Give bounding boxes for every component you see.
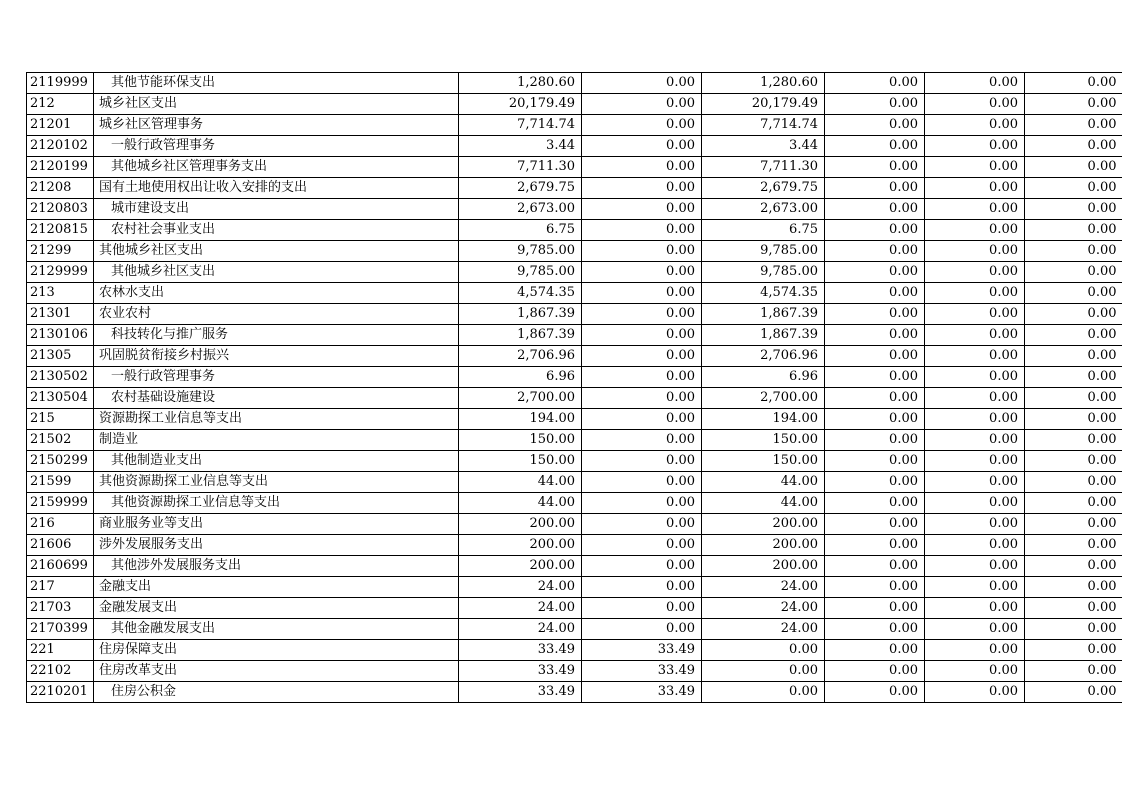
amount-cell: 0.00 — [925, 682, 1025, 703]
subject-name-cell: 一般行政管理事务 — [94, 367, 459, 388]
subject-code-cell: 2120815 — [27, 220, 94, 241]
amount-cell: 0.00 — [1025, 493, 1122, 514]
amount-cell: 0.00 — [582, 115, 702, 136]
table-row — [27, 640, 1122, 661]
amount-cell: 0.00 — [925, 94, 1025, 115]
subject-name-cell: 农村基础设施建设 — [94, 388, 459, 409]
budget-table — [26, 72, 1122, 703]
table-row — [27, 493, 1122, 514]
amount-cell: 0.00 — [925, 430, 1025, 451]
amount-cell: 24.00 — [459, 619, 582, 640]
table-row — [27, 73, 1122, 94]
amount-cell: 24.00 — [702, 598, 825, 619]
amount-cell: 0.00 — [582, 388, 702, 409]
amount-cell: 0.00 — [582, 556, 702, 577]
amount-cell: 0.00 — [925, 178, 1025, 199]
amount-cell: 0.00 — [582, 346, 702, 367]
amount-cell: 33.49 — [459, 682, 582, 703]
subject-code-cell: 2120803 — [27, 199, 94, 220]
amount-cell: 0.00 — [1025, 220, 1122, 241]
amount-cell: 0.00 — [582, 514, 702, 535]
amount-cell: 0.00 — [925, 157, 1025, 178]
amount-cell: 33.49 — [459, 661, 582, 682]
amount-cell: 0.00 — [1025, 682, 1122, 703]
amount-cell: 0.00 — [582, 535, 702, 556]
amount-cell: 0.00 — [825, 661, 925, 682]
amount-cell: 0.00 — [1025, 430, 1122, 451]
amount-cell: 0.00 — [825, 94, 925, 115]
amount-cell: 0.00 — [925, 199, 1025, 220]
subject-name-cell: 城市建设支出 — [94, 199, 459, 220]
amount-cell: 0.00 — [925, 262, 1025, 283]
amount-cell: 200.00 — [459, 556, 582, 577]
amount-cell: 20,179.49 — [702, 94, 825, 115]
amount-cell: 0.00 — [825, 514, 925, 535]
amount-cell: 0.00 — [825, 73, 925, 94]
amount-cell: 6.75 — [459, 220, 582, 241]
subject-code-cell: 22102 — [27, 661, 94, 682]
amount-cell: 24.00 — [459, 598, 582, 619]
amount-cell: 0.00 — [582, 619, 702, 640]
amount-cell: 150.00 — [459, 451, 582, 472]
amount-cell: 0.00 — [925, 535, 1025, 556]
subject-name-cell: 农林水支出 — [94, 283, 459, 304]
amount-cell: 0.00 — [825, 262, 925, 283]
amount-cell: 150.00 — [702, 430, 825, 451]
amount-cell: 0.00 — [1025, 136, 1122, 157]
amount-cell: 0.00 — [1025, 577, 1122, 598]
amount-cell: 2,700.00 — [702, 388, 825, 409]
amount-cell: 0.00 — [582, 157, 702, 178]
amount-cell: 0.00 — [925, 325, 1025, 346]
amount-cell: 44.00 — [459, 493, 582, 514]
amount-cell: 0.00 — [582, 220, 702, 241]
subject-name-cell: 住房保障支出 — [94, 640, 459, 661]
subject-name-cell: 其他资源勘探工业信息等支出 — [94, 493, 459, 514]
amount-cell: 1,867.39 — [702, 325, 825, 346]
amount-cell: 1,867.39 — [459, 304, 582, 325]
amount-cell: 0.00 — [825, 367, 925, 388]
subject-name-cell: 资源勘探工业信息等支出 — [94, 409, 459, 430]
subject-code-cell: 21305 — [27, 346, 94, 367]
amount-cell: 0.00 — [925, 577, 1025, 598]
amount-cell: 0.00 — [582, 283, 702, 304]
amount-cell: 24.00 — [459, 577, 582, 598]
amount-cell: 0.00 — [825, 388, 925, 409]
amount-cell: 1,867.39 — [702, 304, 825, 325]
subject-name-cell: 一般行政管理事务 — [94, 136, 459, 157]
subject-code-cell: 2130106 — [27, 325, 94, 346]
amount-cell: 6.96 — [702, 367, 825, 388]
amount-cell: 0.00 — [582, 136, 702, 157]
table-row — [27, 619, 1122, 640]
amount-cell: 0.00 — [582, 598, 702, 619]
amount-cell: 0.00 — [1025, 472, 1122, 493]
table-body — [27, 73, 1122, 703]
amount-cell: 0.00 — [925, 220, 1025, 241]
amount-cell: 24.00 — [702, 577, 825, 598]
amount-cell: 0.00 — [825, 556, 925, 577]
amount-cell: 0.00 — [825, 304, 925, 325]
amount-cell: 2,673.00 — [459, 199, 582, 220]
table-row — [27, 157, 1122, 178]
amount-cell: 0.00 — [582, 367, 702, 388]
subject-name-cell: 其他城乡社区支出 — [94, 262, 459, 283]
subject-name-cell: 制造业 — [94, 430, 459, 451]
subject-code-cell: 2130502 — [27, 367, 94, 388]
subject-name-cell: 其他金融发展支出 — [94, 619, 459, 640]
amount-cell: 0.00 — [825, 325, 925, 346]
amount-cell: 0.00 — [582, 577, 702, 598]
amount-cell: 194.00 — [459, 409, 582, 430]
subject-name-cell: 巩固脱贫衔接乡村振兴 — [94, 346, 459, 367]
table-row — [27, 430, 1122, 451]
amount-cell: 0.00 — [1025, 325, 1122, 346]
amount-cell: 33.49 — [582, 682, 702, 703]
table-row — [27, 199, 1122, 220]
subject-code-cell: 21703 — [27, 598, 94, 619]
subject-code-cell: 2130504 — [27, 388, 94, 409]
amount-cell: 0.00 — [582, 241, 702, 262]
amount-cell: 0.00 — [1025, 451, 1122, 472]
amount-cell: 0.00 — [582, 94, 702, 115]
subject-name-cell: 国有土地使用权出让收入安排的支出 — [94, 178, 459, 199]
amount-cell: 0.00 — [582, 178, 702, 199]
amount-cell: 0.00 — [925, 451, 1025, 472]
table-row — [27, 367, 1122, 388]
amount-cell: 44.00 — [702, 493, 825, 514]
amount-cell: 0.00 — [825, 451, 925, 472]
amount-cell: 0.00 — [825, 619, 925, 640]
amount-cell: 0.00 — [1025, 94, 1122, 115]
table-row — [27, 556, 1122, 577]
amount-cell: 2,679.75 — [702, 178, 825, 199]
subject-name-cell: 商业服务业等支出 — [94, 514, 459, 535]
amount-cell: 0.00 — [1025, 115, 1122, 136]
amount-cell: 150.00 — [702, 451, 825, 472]
amount-cell: 0.00 — [825, 409, 925, 430]
subject-code-cell: 2129999 — [27, 262, 94, 283]
amount-cell: 2,700.00 — [459, 388, 582, 409]
amount-cell: 0.00 — [825, 115, 925, 136]
amount-cell: 0.00 — [825, 199, 925, 220]
table-row — [27, 304, 1122, 325]
amount-cell: 3.44 — [459, 136, 582, 157]
amount-cell: 0.00 — [825, 472, 925, 493]
amount-cell: 0.00 — [825, 136, 925, 157]
amount-cell: 0.00 — [825, 157, 925, 178]
amount-cell: 0.00 — [825, 577, 925, 598]
subject-code-cell: 21599 — [27, 472, 94, 493]
amount-cell: 33.49 — [582, 640, 702, 661]
amount-cell: 200.00 — [702, 556, 825, 577]
amount-cell: 9,785.00 — [702, 262, 825, 283]
table-row — [27, 598, 1122, 619]
amount-cell: 0.00 — [925, 556, 1025, 577]
amount-cell: 0.00 — [925, 283, 1025, 304]
amount-cell: 0.00 — [925, 388, 1025, 409]
subject-code-cell: 216 — [27, 514, 94, 535]
amount-cell: 0.00 — [1025, 199, 1122, 220]
amount-cell: 2,706.96 — [459, 346, 582, 367]
amount-cell: 0.00 — [582, 325, 702, 346]
table-row — [27, 178, 1122, 199]
subject-code-cell: 21301 — [27, 304, 94, 325]
subject-code-cell: 2159999 — [27, 493, 94, 514]
table-row — [27, 388, 1122, 409]
amount-cell: 9,785.00 — [459, 262, 582, 283]
subject-name-cell: 金融支出 — [94, 577, 459, 598]
amount-cell: 7,711.30 — [702, 157, 825, 178]
amount-cell: 1,867.39 — [459, 325, 582, 346]
amount-cell: 2,673.00 — [702, 199, 825, 220]
amount-cell: 0.00 — [925, 661, 1025, 682]
amount-cell: 0.00 — [1025, 157, 1122, 178]
subject-code-cell: 21201 — [27, 115, 94, 136]
amount-cell: 0.00 — [1025, 640, 1122, 661]
table-row — [27, 220, 1122, 241]
table-row — [27, 283, 1122, 304]
amount-cell: 0.00 — [825, 493, 925, 514]
amount-cell: 0.00 — [925, 514, 1025, 535]
amount-cell: 0.00 — [702, 661, 825, 682]
amount-cell: 0.00 — [925, 598, 1025, 619]
amount-cell: 0.00 — [1025, 598, 1122, 619]
subject-code-cell: 2170399 — [27, 619, 94, 640]
table-row — [27, 346, 1122, 367]
subject-name-cell: 农业农村 — [94, 304, 459, 325]
subject-name-cell: 其他节能环保支出 — [94, 73, 459, 94]
subject-name-cell: 城乡社区管理事务 — [94, 115, 459, 136]
subject-name-cell: 科技转化与推广服务 — [94, 325, 459, 346]
table-row — [27, 472, 1122, 493]
amount-cell: 0.00 — [925, 304, 1025, 325]
amount-cell: 33.49 — [582, 661, 702, 682]
amount-cell: 0.00 — [582, 304, 702, 325]
subject-code-cell: 21502 — [27, 430, 94, 451]
amount-cell: 4,574.35 — [459, 283, 582, 304]
amount-cell: 0.00 — [702, 682, 825, 703]
amount-cell: 7,714.74 — [459, 115, 582, 136]
amount-cell: 20,179.49 — [459, 94, 582, 115]
subject-code-cell: 2120199 — [27, 157, 94, 178]
subject-code-cell: 2120102 — [27, 136, 94, 157]
amount-cell: 0.00 — [825, 241, 925, 262]
amount-cell: 0.00 — [825, 535, 925, 556]
table-row — [27, 409, 1122, 430]
amount-cell: 200.00 — [702, 514, 825, 535]
amount-cell: 2,679.75 — [459, 178, 582, 199]
amount-cell: 0.00 — [825, 682, 925, 703]
subject-code-cell: 217 — [27, 577, 94, 598]
amount-cell: 0.00 — [825, 178, 925, 199]
table-row — [27, 514, 1122, 535]
amount-cell: 0.00 — [825, 283, 925, 304]
subject-code-cell: 2150299 — [27, 451, 94, 472]
amount-cell: 0.00 — [925, 367, 1025, 388]
subject-name-cell: 住房公积金 — [94, 682, 459, 703]
amount-cell: 0.00 — [925, 73, 1025, 94]
amount-cell: 0.00 — [925, 136, 1025, 157]
subject-name-cell: 金融发展支出 — [94, 598, 459, 619]
table-row — [27, 577, 1122, 598]
amount-cell: 0.00 — [1025, 304, 1122, 325]
table-row — [27, 115, 1122, 136]
subject-name-cell: 其他制造业支出 — [94, 451, 459, 472]
subject-code-cell: 2210201 — [27, 682, 94, 703]
table-row — [27, 682, 1122, 703]
subject-name-cell: 其他城乡社区支出 — [94, 241, 459, 262]
amount-cell: 0.00 — [1025, 346, 1122, 367]
amount-cell: 0.00 — [702, 640, 825, 661]
amount-cell: 0.00 — [925, 619, 1025, 640]
table-row — [27, 241, 1122, 262]
amount-cell: 0.00 — [582, 73, 702, 94]
amount-cell: 0.00 — [1025, 241, 1122, 262]
subject-code-cell: 221 — [27, 640, 94, 661]
amount-cell: 44.00 — [459, 472, 582, 493]
subject-code-cell: 2119999 — [27, 73, 94, 94]
amount-cell: 0.00 — [925, 115, 1025, 136]
amount-cell: 200.00 — [702, 535, 825, 556]
amount-cell: 0.00 — [582, 472, 702, 493]
subject-code-cell: 215 — [27, 409, 94, 430]
amount-cell: 0.00 — [1025, 535, 1122, 556]
amount-cell: 0.00 — [1025, 409, 1122, 430]
amount-cell: 9,785.00 — [459, 241, 582, 262]
subject-name-cell: 住房改革支出 — [94, 661, 459, 682]
amount-cell: 0.00 — [1025, 73, 1122, 94]
table-row — [27, 451, 1122, 472]
amount-cell: 9,785.00 — [702, 241, 825, 262]
subject-code-cell: 21208 — [27, 178, 94, 199]
table-row — [27, 262, 1122, 283]
amount-cell: 0.00 — [925, 640, 1025, 661]
amount-cell: 2,706.96 — [702, 346, 825, 367]
amount-cell: 0.00 — [925, 241, 1025, 262]
amount-cell: 1,280.60 — [459, 73, 582, 94]
amount-cell: 6.96 — [459, 367, 582, 388]
subject-code-cell: 21299 — [27, 241, 94, 262]
subject-name-cell: 涉外发展服务支出 — [94, 535, 459, 556]
amount-cell: 44.00 — [702, 472, 825, 493]
subject-name-cell: 农村社会事业支出 — [94, 220, 459, 241]
subject-code-cell: 21606 — [27, 535, 94, 556]
subject-code-cell: 213 — [27, 283, 94, 304]
amount-cell: 0.00 — [582, 262, 702, 283]
amount-cell: 0.00 — [582, 409, 702, 430]
amount-cell: 33.49 — [459, 640, 582, 661]
amount-cell: 0.00 — [582, 199, 702, 220]
subject-name-cell: 城乡社区支出 — [94, 94, 459, 115]
amount-cell: 200.00 — [459, 514, 582, 535]
amount-cell: 0.00 — [1025, 661, 1122, 682]
table-row — [27, 535, 1122, 556]
amount-cell: 0.00 — [1025, 283, 1122, 304]
amount-cell: 0.00 — [825, 220, 925, 241]
table-row — [27, 136, 1122, 157]
amount-cell: 3.44 — [702, 136, 825, 157]
subject-code-cell: 212 — [27, 94, 94, 115]
amount-cell: 0.00 — [1025, 514, 1122, 535]
amount-cell: 0.00 — [582, 430, 702, 451]
amount-cell: 0.00 — [925, 493, 1025, 514]
amount-cell: 200.00 — [459, 535, 582, 556]
amount-cell: 0.00 — [1025, 262, 1122, 283]
amount-cell: 150.00 — [459, 430, 582, 451]
table-row — [27, 661, 1122, 682]
amount-cell: 0.00 — [825, 640, 925, 661]
amount-cell: 4,574.35 — [702, 283, 825, 304]
amount-cell: 194.00 — [702, 409, 825, 430]
amount-cell: 1,280.60 — [702, 73, 825, 94]
amount-cell: 0.00 — [1025, 178, 1122, 199]
amount-cell: 24.00 — [702, 619, 825, 640]
subject-code-cell: 2160699 — [27, 556, 94, 577]
amount-cell: 0.00 — [582, 451, 702, 472]
subject-name-cell: 其他资源勘探工业信息等支出 — [94, 472, 459, 493]
amount-cell: 0.00 — [582, 493, 702, 514]
subject-name-cell: 其他涉外发展服务支出 — [94, 556, 459, 577]
amount-cell: 0.00 — [825, 430, 925, 451]
amount-cell: 0.00 — [1025, 388, 1122, 409]
table-row — [27, 94, 1122, 115]
amount-cell: 0.00 — [925, 472, 1025, 493]
amount-cell: 0.00 — [925, 409, 1025, 430]
amount-cell: 0.00 — [825, 598, 925, 619]
amount-cell: 0.00 — [825, 346, 925, 367]
amount-cell: 6.75 — [702, 220, 825, 241]
subject-name-cell: 其他城乡社区管理事务支出 — [94, 157, 459, 178]
amount-cell: 0.00 — [1025, 556, 1122, 577]
amount-cell: 0.00 — [925, 346, 1025, 367]
amount-cell: 7,711.30 — [459, 157, 582, 178]
amount-cell: 0.00 — [1025, 619, 1122, 640]
amount-cell: 7,714.74 — [702, 115, 825, 136]
table-row — [27, 325, 1122, 346]
amount-cell: 0.00 — [1025, 367, 1122, 388]
